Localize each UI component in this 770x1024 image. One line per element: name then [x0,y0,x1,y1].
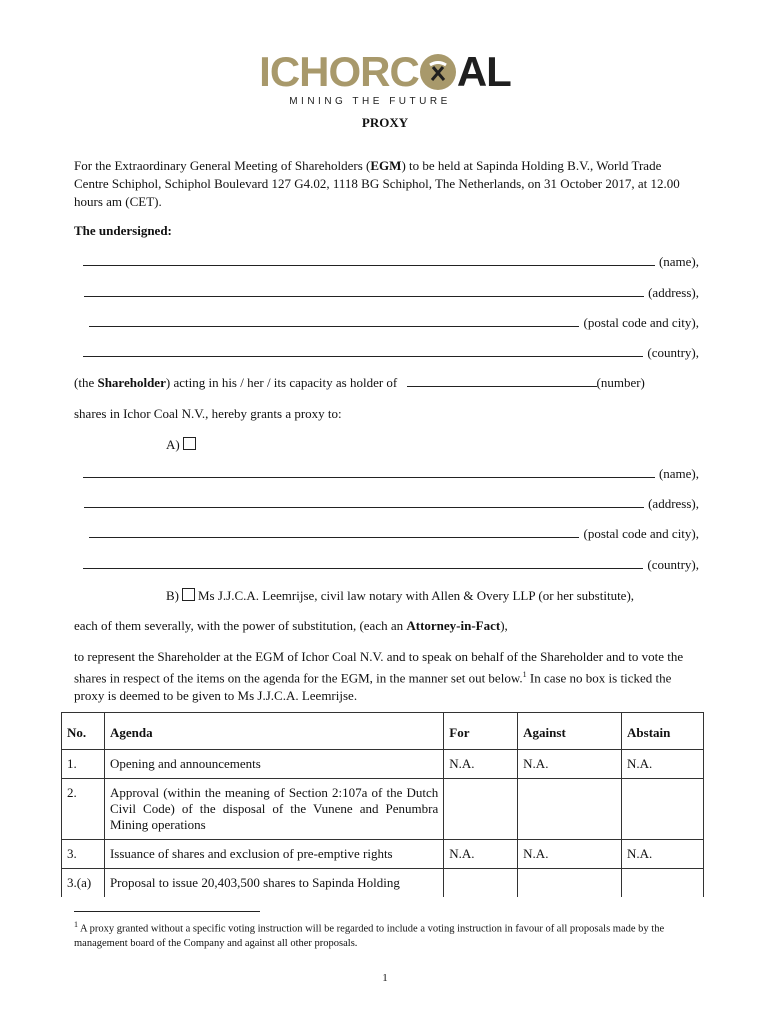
footnote-text: A proxy granted without a specific voting instruction will be regarded to include a voting instruction in favour of all proposals made by the management board of the Company and against all other proposals. [74,923,665,949]
proxy-address-field[interactable] [74,496,699,512]
text: (the [74,375,98,390]
row-no: 2. [62,779,105,840]
option-a-checkbox[interactable] [183,437,196,450]
field-label: (postal code and city), [583,526,699,541]
row-agenda: Approval (within the meaning of Section 2:107a of the Dutch Civil Code) of the disposal of the Vunene and Penumbra Mining operations [104,779,443,840]
field-label: (address), [648,496,699,511]
row-against[interactable]: N.A. [518,840,622,869]
shareholder-country-field[interactable] [74,345,699,361]
undersigned-heading: The undersigned: [74,223,172,238]
table-row [62,779,704,840]
header-against: Against [518,713,622,750]
shareholder-address-field[interactable] [74,285,699,301]
row-agenda: Issuance of shares and exclusion of pre-emptive rights [104,840,443,869]
row-for[interactable]: N.A. [444,750,518,779]
row-for[interactable]: N.A. [444,840,518,869]
bold-text: Shareholder [97,375,166,390]
row-agenda: Proposal to issue 20,403,500 shares to Sapinda Holding [104,869,443,898]
option-a [166,436,266,454]
page-number: 1 [382,972,388,984]
logo-tagline: MINING THE FUTURE [289,96,451,107]
footnote-mark: 1 [74,920,78,929]
row-abstain[interactable] [622,779,704,840]
proxy-postal-field[interactable] [74,526,699,542]
shareholder-line [74,374,699,392]
represent-paragraph [74,648,699,705]
row-for[interactable] [444,869,518,898]
text: to represent the Shareholder at the EGM of Ichor Coal N.V. and to speak on behalf of the Shareholder and to vote the shares in respect of the items on the agenda for the EGM, in the manner set out below. [74,649,684,686]
row-abstain[interactable]: N.A. [622,750,704,779]
field-label: (postal code and city), [583,315,699,330]
intro-text: For the Extraordinary General Meeting of Shareholders ( [74,158,371,173]
field-label: (country), [647,557,699,572]
intro-text-end: ) to be held at Sapinda Holding B.V., World Trade Centre Schiphol, Schiphol Boulevard 127 G4.02, 1118 BG Schiphol, The Netherlands, on 31 October 2017, at 12.00 hours am (CET). [74,158,680,209]
row-no: 3.(a) [62,869,105,898]
proxy-name-field[interactable] [74,466,699,482]
text: ) acting in his / her / its capacity as holder of [165,375,398,390]
header-for: For [444,713,518,750]
agenda-table [61,712,704,897]
option-a-label: A) [166,437,180,452]
row-against[interactable]: N.A. [518,750,622,779]
field-label: (name), [658,254,699,269]
row-abstain[interactable] [622,869,704,898]
table-row [62,750,704,779]
text: ), [500,618,508,633]
company-logo [0,50,770,107]
shareholder-name-field[interactable] [74,254,699,270]
severally-line [74,617,699,635]
text: each of them severally, with the power of substitution, (each an [74,618,407,633]
row-for[interactable] [444,779,518,840]
logo-text-part2: AL [456,48,511,95]
proxy-country-field[interactable] [74,557,699,573]
row-no: 3. [62,840,105,869]
intro-bold: EGM [370,158,402,173]
row-agenda: Opening and announcements [104,750,443,779]
share-number-field[interactable] [407,375,597,387]
table-row [62,840,704,869]
row-against[interactable] [518,869,622,898]
row-abstain[interactable]: N.A. [622,840,704,869]
text: (number) [596,375,645,390]
header-no: No. [62,713,105,750]
header-abstain: Abstain [622,713,704,750]
field-label: (country), [647,345,699,360]
header-agenda: Agenda [104,713,443,750]
document-title: PROXY [361,115,409,130]
pickaxe-icon [420,54,456,90]
logo-text-part1: ICHORC [259,48,419,95]
table-header-row [62,713,704,750]
row-against[interactable] [518,779,622,840]
footnote-ref: 1 [522,670,527,679]
shares-line: shares in Ichor Coal N.V., hereby grants a proxy to: [74,406,342,421]
bold-text: Attorney-in-Fact [406,618,501,633]
logo-wordmark [259,50,511,94]
shareholder-postal-field[interactable] [74,315,699,331]
field-label: (address), [648,285,699,300]
footnote [74,918,699,951]
option-b-checkbox[interactable] [182,588,195,601]
intro-paragraph [74,157,699,211]
option-b [166,587,706,605]
table-row [62,869,704,898]
footnote-divider [74,911,260,912]
option-b-text: Ms J.J.C.A. Leemrijse, civil law notary with Allen & Overy LLP (or her substitute), [198,588,635,603]
row-no: 1. [62,750,105,779]
field-label: (name), [658,466,699,481]
option-b-label: B) [166,588,179,603]
text: In case no box is ticked the proxy is deemed to be given to Ms J.J.C.A. Leemrijse. [74,670,672,704]
